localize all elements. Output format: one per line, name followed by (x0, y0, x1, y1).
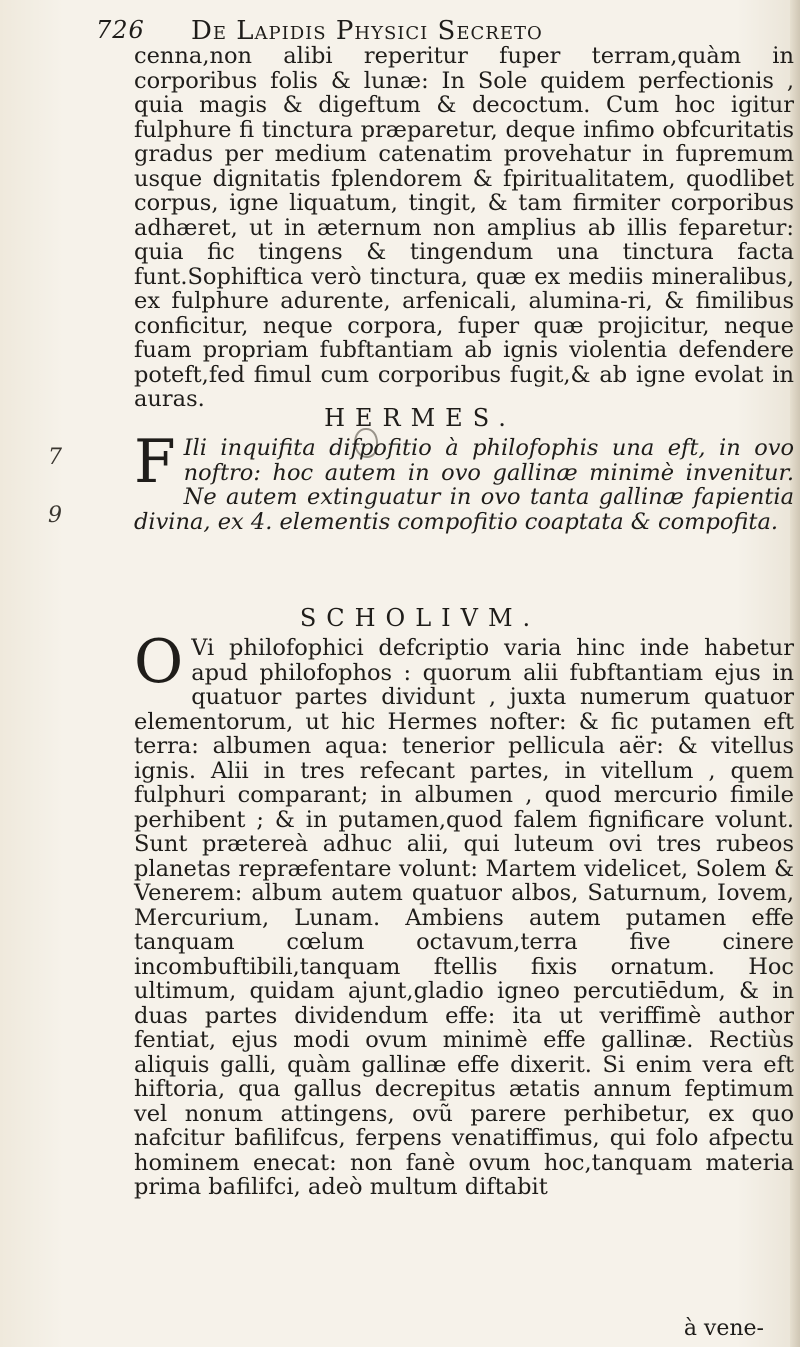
margin-mark: 7 (48, 445, 62, 470)
running-head: De Lapidis Physici Secreto (191, 16, 543, 46)
scholium-text: Vi philofophici defcriptio varia hinc inde habetur apud philofophos : quorum alii fubftantiam ejus in quatuor partes dividunt , juxta numerum quatuor elementorum, ut hic Hermes nofter: & fic putamen eft terra: albumen aqua: tenerior pellicula aër: & vitellus ignis. Alii in tres refecant partes, in vitellum , quem fulphuri comparant; in albumen , quod mercurio fimile perhibent ; & in putamen,quod falem fignificare volunt. Sunt prætereà adhuc alii, qui luteum ovi tres rubeos planetas repræfentare volunt: Martem videlicet, Solem & Venerem: album autem quatuor albos, Saturnum, Iovem, Mercurium, Lunam. Ambiens autem putamen effe tanquam cœlum octavum,terra five cinere incombuftibili,tanquam ftellis fixis ornatum. Hoc ultimum, quidam ajunt,gladio igneo percutiēdum, & in duas partes dividendum effe: ita ut veriffimè author fentiat, ejus modi ovum minimè effe gallinæ. Rectiùs aliquis galli, quàm gallinæ effe dixerit. Si enim vera eft hiftoria, qua gallus decrepitus ætatis annum feptimum vel nonum attingens, ovũ parere perhibetur, ex quo nafcitur bafilifcus, ferpens venatiffimus, qui folo afpectu hominem enecat: non fanè ovum hoc,tanquam materia prima bafilifci, adeò multum diftabit (134, 635, 794, 1200)
scholium-paragraph (134, 627, 794, 1200)
hermes-text-block (134, 427, 794, 535)
paragraph-main (134, 44, 794, 412)
page-number: 726 (96, 16, 145, 44)
hermes-heading: HERMES. (324, 404, 516, 432)
drop-cap: F (134, 427, 176, 497)
paragraph-text: cenna,non alibi reperitur fuper terram,quàm in corporibus folis & lunæ: In Sole quidem perfectionis , quia magis & digeftum & decoctum. Cum hoc igitur fulphure fi tinctura præparetur, deque infimo obfcuritatis gradus per medium catenatim provehatur in fupremum usque dignitatis fplendorem & fpiritualitatem, quodlibet corpus, igne liquatum, tingit, & tam firmiter corporibus adhæret, ut in æternum non amplius ab illis feparetur: quia fic tingens & tingendum una tinctura facta funt.Sophiftica verò tinctura, quæ ex mediis mineralibus, ex fulphure adurente, arfenicali, alumina-ri, & fimilibus conficitur, neque corpora, fuper quæ projicitur, neque fuam propriam fubftantiam ab ignis violentia defendere poteft,fed fimul cum corporibus fugit,& ab igne evolat in auras. (134, 43, 794, 412)
scholium-text-block (134, 627, 794, 1200)
hermes-paragraph (134, 427, 794, 535)
drop-cap: O (134, 627, 184, 697)
catchword: à vene- (683, 1316, 764, 1341)
hermes-text: Ili inquifita difpofitio à philofophis una eft, in ovo noftro: hoc autem in ovo gallinæ minimè invenitur. Ne autem extinguatur in ovo tanta gallinæ fapientia divina, ex 4. elementis compofitio coaptata & compofita. (134, 435, 794, 535)
margin-mark: 9 (48, 503, 62, 528)
scholium-heading: SCHOLIVM. (299, 604, 541, 632)
